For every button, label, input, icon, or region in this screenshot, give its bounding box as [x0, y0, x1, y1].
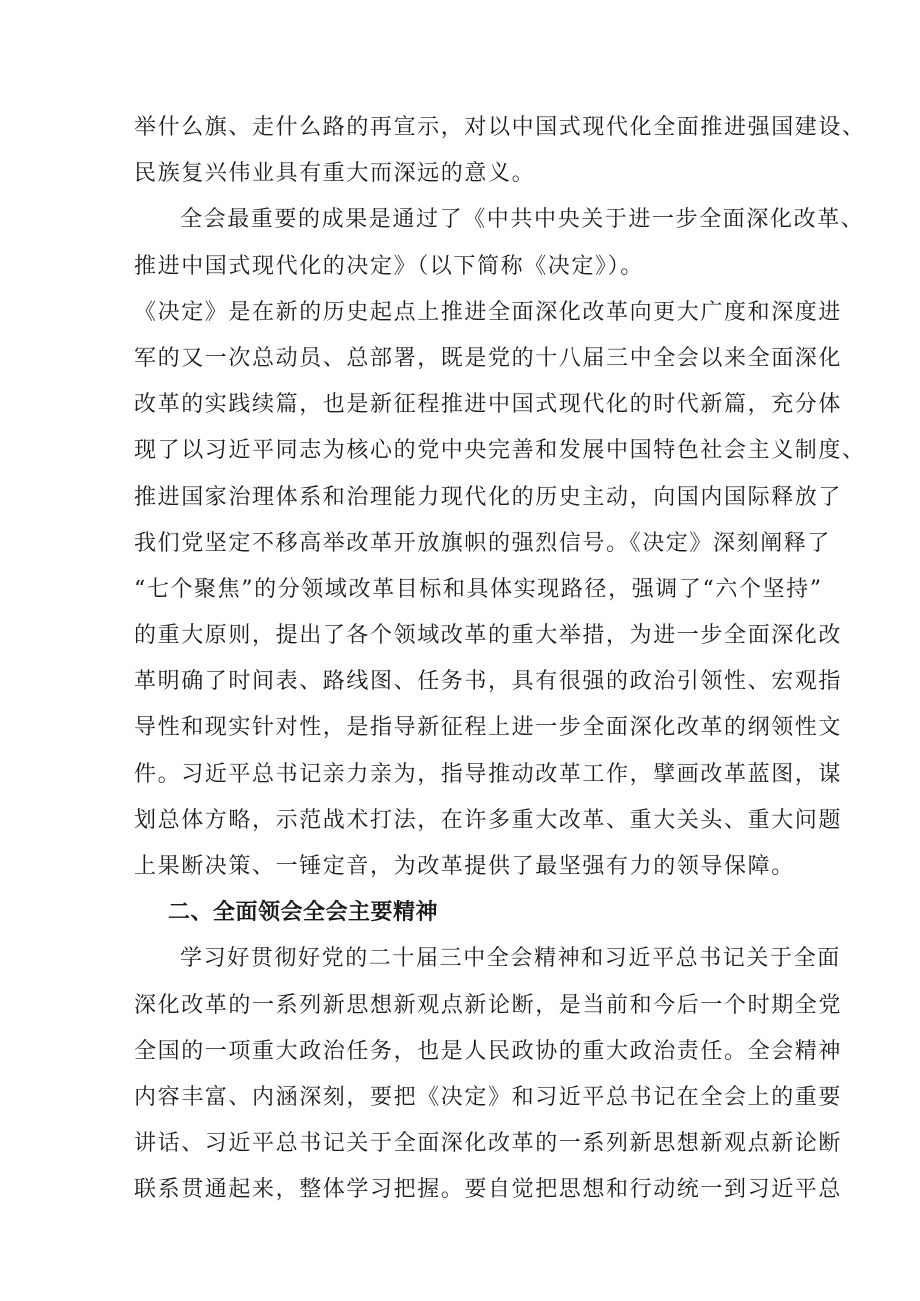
text-line: 改革的实践续篇，也是新征程推进中国式现代化的时代新篇，充分体 [134, 392, 843, 418]
text-line: 讲话、习近平总书记关于全面深化改革的一系列新思想新观点新论断 [134, 1131, 843, 1157]
section-heading: 二、全面领会全会主要精神 [168, 900, 439, 926]
text-line: 划总体方略，示范战术打法，在许多重大改革、重大关头、重大问题 [134, 807, 843, 833]
text-line: 导性和现实针对性，是指导新征程上进一步全面深化改革的纲领性文 [134, 715, 843, 741]
paragraph-first-line: 学习好贯彻好党的二十届三中全会精神和习近平总书记关于全面 [180, 946, 841, 972]
text-line: 联系贯通起来，整体学习把握。要自觉把思想和行动统一到习近平总 [134, 1177, 843, 1203]
text-line: 深化改革的一系列新思想新观点新论断，是当前和今后一个时期全党 [134, 992, 843, 1018]
text-line: 全国的一项重大政治任务，也是人民政协的重大政治责任。全会精神 [134, 1038, 843, 1064]
text-line: 我们党坚定不移高举改革开放旗帜的强烈信号。《决定》深刻阐释了 [134, 530, 832, 556]
text-line: 举什么旗、走什么路的再宣示，对以中国式现代化全面推进强国建设、 [134, 115, 866, 140]
text-line: 内容丰富、内涵深刻，要把《决定》和习近平总书记在全会上的重要 [134, 1084, 843, 1110]
text-line: 件。习近平总书记亲力亲为，指导推动改革工作，擘画改革蓝图，谋 [134, 761, 843, 787]
text-line: 推进中国式现代化的决定》（以下简称《决定》）。 [134, 253, 644, 279]
text-line: 《决定》是在新的历史起点上推进全面深化改革向更大广度和深度进 [134, 299, 843, 325]
paragraph-first-line: 全会最重要的成果是通过了《中共中央关于进一步全面深化改革、 [180, 207, 865, 233]
text-line: 推进国家治理体系和治理能力现代化的历史主动，向国内国际释放了 [134, 484, 843, 510]
document-body [134, 105, 866, 1214]
text-line: 民族复兴伟业具有重大而深远的意义。 [134, 161, 536, 187]
text-line: 军的又一次总动员、总部署，既是党的十八届三中全会以来全面深化 [134, 345, 843, 371]
text-line: 上果断决策、一锤定音，为改革提供了最坚强有力的领导保障。 [134, 854, 795, 879]
text-line: 现了以习近平同志为核心的党中央完善和发展中国特色社会主义制度、 [134, 438, 866, 464]
text-line: 革明确了时间表、路线图、任务书，具有很强的政治引领性、宏观指 [134, 669, 843, 695]
text-line: 的重大原则，提出了各个领域改革的重大举措，为进一步全面深化改 [134, 623, 843, 649]
text-line: “七个聚焦”的分领域改革目标和具体实现路径，强调了“六个坚持” [134, 576, 823, 602]
